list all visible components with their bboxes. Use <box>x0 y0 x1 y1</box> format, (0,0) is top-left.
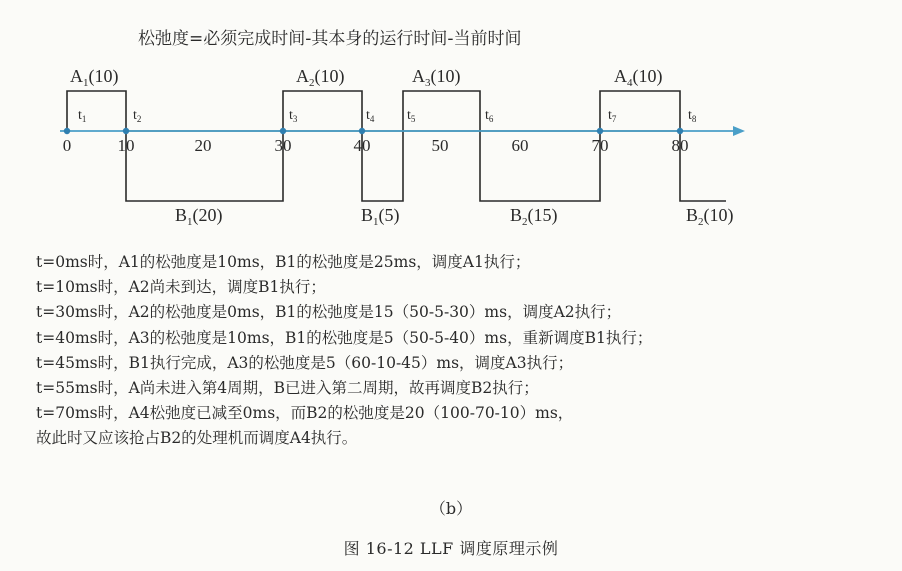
axis-tick-label: 40 <box>353 136 371 155</box>
time-axis-arrow <box>733 126 745 136</box>
b-label-4: $B_2(10)$ <box>686 205 734 228</box>
note-line: t=45ms时，B1执行完成，A3的松弛度是5（60-10-45）ms，调度A3执行； <box>36 353 574 372</box>
time-marker-t3: $t_3$ <box>289 108 298 124</box>
event-dot <box>677 128 683 134</box>
slack-formula: 松弛度=必须完成时间-其本身的运行时间-当前时间 <box>138 29 522 49</box>
a-label-4: $A_4(10)$ <box>614 66 663 89</box>
a-label-1: $A_1(10)$ <box>70 66 119 89</box>
scheduling-notes <box>36 250 652 452</box>
event-dot <box>64 128 70 134</box>
note-line: t=10ms时，A2尚未到达，调度B1执行； <box>36 278 326 297</box>
axis-tick-label: 60 <box>511 136 529 155</box>
event-dot <box>280 128 286 134</box>
time-marker-t4: $t_4$ <box>366 108 375 124</box>
b-task-waveform <box>126 131 726 201</box>
note-line: t=70ms时，A4松弛度已减至0ms，而B2的松弛度是20（100-70-10）ms， <box>36 404 574 423</box>
note-line: t=40ms时，A3的松弛度是10ms，B1的松弛度是5（50-5-40）ms，重新调度B1执行； <box>36 328 653 347</box>
b-label-2: $B_1(5)$ <box>361 205 400 228</box>
axis-tick-label: 0 <box>62 136 72 155</box>
time-marker-t5: $t_5$ <box>407 108 416 124</box>
time-marker-t6: $t_6$ <box>485 108 494 124</box>
b-label-1: $B_1(20)$ <box>175 205 223 228</box>
time-marker-t2: $t_2$ <box>133 108 142 124</box>
axis-tick-label: 10 <box>117 136 135 155</box>
a-task-waveform <box>67 91 680 131</box>
figure-caption: 图 16-12 LLF 调度原理示例 <box>343 539 559 558</box>
note-line: t=30ms时，A2的松弛度是0ms，B1的松弛度是15（50-5-30）ms，调度A2执行； <box>36 303 622 322</box>
time-marker-t8: $t_8$ <box>688 108 697 124</box>
event-dot <box>597 128 603 134</box>
axis-tick-label: 80 <box>671 136 689 155</box>
axis-tick-label: 70 <box>591 136 609 155</box>
axis-tick-label: 20 <box>194 136 212 155</box>
time-marker-t7: $t_7$ <box>608 108 617 124</box>
axis-tick-label: 30 <box>274 136 292 155</box>
b-label-3: $B_2(15)$ <box>510 205 558 228</box>
llf-timing-diagram <box>0 0 902 250</box>
time-marker-t1: $t_1$ <box>78 108 87 124</box>
event-dot <box>359 128 365 134</box>
a-label-2: $A_2(10)$ <box>296 66 345 89</box>
note-line: t=55ms时，A尚未进入第4周期，B已进入第二周期，故再调度B2执行； <box>36 379 539 398</box>
a-label-3: $A_3(10)$ <box>412 66 461 89</box>
note-line: t=0ms时，A1的松弛度是10ms，B1的松弛度是25ms，调度A1执行； <box>36 253 531 271</box>
event-dot <box>123 128 129 134</box>
note-line: 故此时又应该抢占B2的处理机而调度A4执行。 <box>36 429 358 448</box>
sub-figure-label: （b） <box>429 499 473 518</box>
axis-tick-label: 50 <box>431 136 449 155</box>
